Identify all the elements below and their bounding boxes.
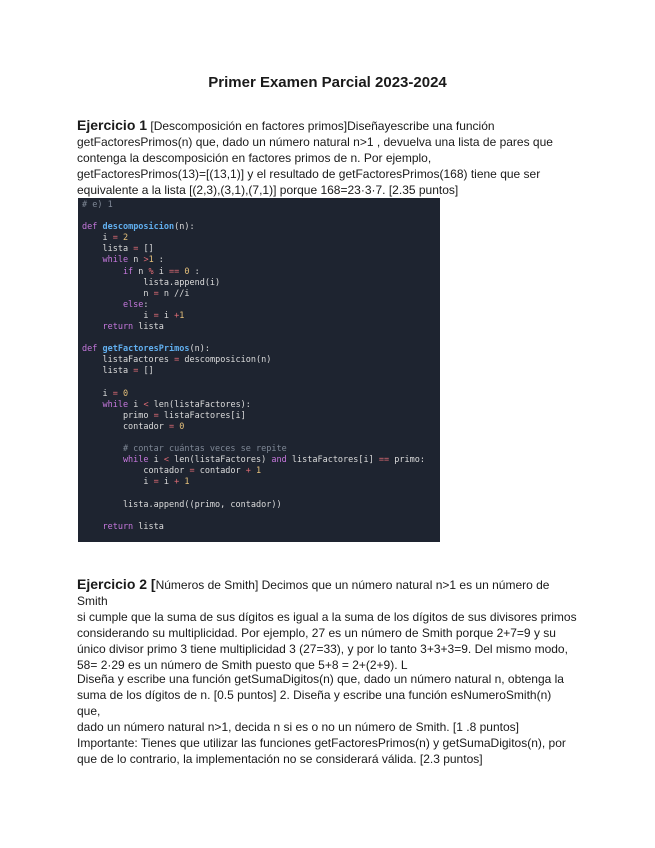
- code-line: [82, 455, 440, 466]
- code-token: =: [112, 388, 123, 399]
- code-token: =: [174, 355, 185, 366]
- code-token: while: [82, 455, 154, 466]
- code-token: 2: [122, 233, 129, 244]
- code-token: lista.append(i): [82, 277, 221, 288]
- important-note: [77, 735, 577, 767]
- code-token: return: [82, 521, 139, 532]
- exercise-2-line: considerando su multiplicidad. Por ejemplo, 27 es un número de Smith porque 2+7=9 y su: [77, 626, 556, 640]
- code-token: ==: [169, 266, 185, 277]
- code-line: [82, 200, 440, 211]
- code-line: [82, 267, 440, 278]
- code-token: descomposicion(n): [184, 355, 272, 366]
- code-token: # e) 1: [82, 200, 113, 210]
- code-token: (n):: [189, 344, 210, 355]
- code-token: n: [133, 255, 144, 266]
- code-line: [82, 422, 440, 433]
- code-line: [82, 522, 440, 533]
- code-line: [82, 322, 440, 333]
- code-token: =: [153, 288, 164, 299]
- code-token: +: [174, 477, 185, 488]
- code-token: 1: [184, 477, 190, 488]
- code-token: # contar cuántas veces se repite: [82, 444, 287, 455]
- code-token: =: [189, 466, 200, 477]
- code-token: while: [82, 255, 134, 266]
- code-token: listaFactores: [82, 355, 175, 366]
- code-token: return: [82, 322, 139, 333]
- code-token: =: [153, 410, 164, 421]
- code-token: :: [143, 299, 149, 310]
- exercise-1-heading: Ejercicio 1: [77, 117, 148, 133]
- code-line: [82, 477, 440, 488]
- code-token: i: [82, 310, 154, 321]
- exercise-2-heading: Ejercicio 2 [: [77, 576, 156, 592]
- code-token: :: [153, 255, 164, 266]
- code-token: listaFactores[i]: [163, 410, 246, 421]
- code-line: [82, 444, 440, 455]
- exercise-1-line: equivalente a la lista [(2,3),(3,1),(7,1)] porque 168=23·3·7. [2.35 puntos]: [77, 183, 459, 197]
- code-token: =: [112, 233, 123, 244]
- code-screenshot: [78, 198, 440, 542]
- code-token: i: [163, 477, 175, 488]
- code-line: [82, 366, 440, 377]
- code-line: [82, 255, 440, 266]
- code-token: listaFactores[i]: [291, 455, 379, 466]
- note-line: que de lo contrario, la implementación no se considerará válida. [2.3 puntos]: [77, 752, 483, 766]
- code-token: descomposicion: [102, 222, 175, 233]
- code-line: [82, 278, 440, 289]
- code-line: [82, 233, 440, 244]
- code-token: i: [158, 266, 170, 277]
- exercise-2-line: único divisor primo 3 tiene multiplicidad 3 (27=33), y por lo tanto 3+3+3=9. Del mismo modo,: [77, 642, 568, 656]
- code-line: [82, 411, 440, 422]
- code-token: []: [143, 366, 154, 377]
- code-line: [82, 400, 440, 411]
- code-token: =: [133, 366, 144, 377]
- code-line: [82, 244, 440, 255]
- code-block: [78, 198, 440, 533]
- code-token: i: [133, 399, 144, 410]
- code-token: >: [143, 255, 149, 266]
- code-token: <: [143, 399, 154, 410]
- code-line: [82, 355, 440, 366]
- code-token: =: [169, 421, 180, 432]
- exercise-1-statement: [77, 117, 577, 198]
- code-line: [82, 289, 440, 300]
- code-line: [82, 378, 440, 389]
- code-line: [82, 433, 440, 444]
- task-line: suma de los dígitos de n. [0.5 puntos] 2. Diseña y escribe una función esNumeroSmith(n) que,: [77, 688, 552, 718]
- code-token: contador: [82, 466, 190, 477]
- code-token: contador: [82, 421, 169, 432]
- note-line: Importante: Tienes que utilizar las funciones getFactoresPrimos(n) y getSumaDigitos(n), por: [77, 736, 566, 750]
- code-token: lista: [138, 322, 164, 333]
- code-token: lista: [82, 244, 134, 255]
- code-token: 1: [148, 255, 154, 266]
- code-token: def: [82, 222, 103, 233]
- code-token: 0: [184, 266, 190, 277]
- code-token: :: [189, 266, 200, 277]
- exercise-2-line: si cumple que la suma de sus dígitos es igual a la suma de los dígitos de sus divisores primos: [77, 610, 577, 624]
- code-token: while: [82, 399, 134, 410]
- exercise-1-line: [Descomposición en factores primos]Diseñayescribe una función: [147, 119, 495, 133]
- code-line: [82, 500, 440, 511]
- code-token: +: [174, 310, 180, 321]
- code-token: def: [82, 344, 103, 355]
- code-token: 1: [179, 310, 185, 321]
- code-line: [82, 211, 440, 222]
- page-title: Primer Examen Parcial 2023-2024: [208, 74, 447, 91]
- code-token: i: [82, 477, 154, 488]
- code-token: 1: [256, 466, 262, 477]
- code-token: 0: [179, 421, 185, 432]
- code-token: []: [143, 244, 154, 255]
- code-token: i: [153, 455, 164, 466]
- code-line: [82, 344, 440, 355]
- exercise-1-line: contenga la descomposición en factores primos de n. Por ejemplo,: [77, 151, 432, 165]
- code-token: ==: [378, 455, 395, 466]
- task-line: dado un número natural n>1, decida n si es o no un número de Smith. [1 .8 puntos]: [77, 720, 519, 734]
- code-token: (n):: [174, 222, 195, 233]
- code-token: i: [163, 310, 175, 321]
- code-token: else: [82, 299, 144, 310]
- code-token: =: [153, 477, 164, 488]
- code-token: primo: [82, 410, 154, 421]
- code-line: [82, 311, 440, 322]
- code-line: [82, 389, 440, 400]
- exercise-1-line: getFactoresPrimos(13)=[(13,1)] y el resultado de getFactoresPrimos(168) tiene que ser: [77, 167, 541, 181]
- code-line: [82, 222, 440, 233]
- code-token: if: [82, 266, 139, 277]
- code-token: lista: [82, 366, 134, 377]
- code-token: lista: [138, 521, 164, 532]
- code-line: [82, 466, 440, 477]
- code-token: len(listaFactores): [174, 455, 272, 466]
- code-line: [82, 300, 440, 311]
- code-token: primo:: [394, 455, 425, 466]
- code-token: i: [82, 233, 113, 244]
- exercise-2-line: 58= 2·29 es un número de Smith puesto que 5+8 = 2+(2+9). L: [77, 658, 408, 672]
- task-line: Diseña y escribe una función getSumaDigitos(n) que, dado un número natural n, obtenga la: [77, 672, 564, 686]
- code-token: n //i: [163, 288, 190, 299]
- exercise-2-line: Números de Smith] Decimos que un número natural n>1 es un número de Smith: [77, 578, 550, 608]
- code-line: [82, 488, 440, 499]
- code-token: <: [163, 455, 175, 466]
- code-token: =: [153, 310, 164, 321]
- code-token: n: [82, 288, 154, 299]
- code-token: n: [138, 266, 149, 277]
- exercise-2-statement: [77, 576, 577, 673]
- code-token: len(listaFactores):: [153, 399, 251, 410]
- code-token: =: [133, 244, 144, 255]
- code-token: 0: [122, 388, 129, 399]
- code-token: +: [245, 466, 257, 477]
- exercise-1-line: getFactoresPrimos(n) que, dado un número natural n>1 , devuelva una lista de pares que: [77, 135, 553, 149]
- code-token: i: [82, 388, 113, 399]
- code-token: getFactoresPrimos: [102, 344, 190, 355]
- exercise-2-tasks: [77, 671, 577, 735]
- code-line: [82, 511, 440, 522]
- code-token: %: [148, 266, 159, 277]
- code-line: [82, 333, 440, 344]
- code-token: and: [271, 455, 292, 466]
- code-token: lista.append((primo, contador)): [82, 499, 282, 510]
- code-token: contador: [199, 466, 246, 477]
